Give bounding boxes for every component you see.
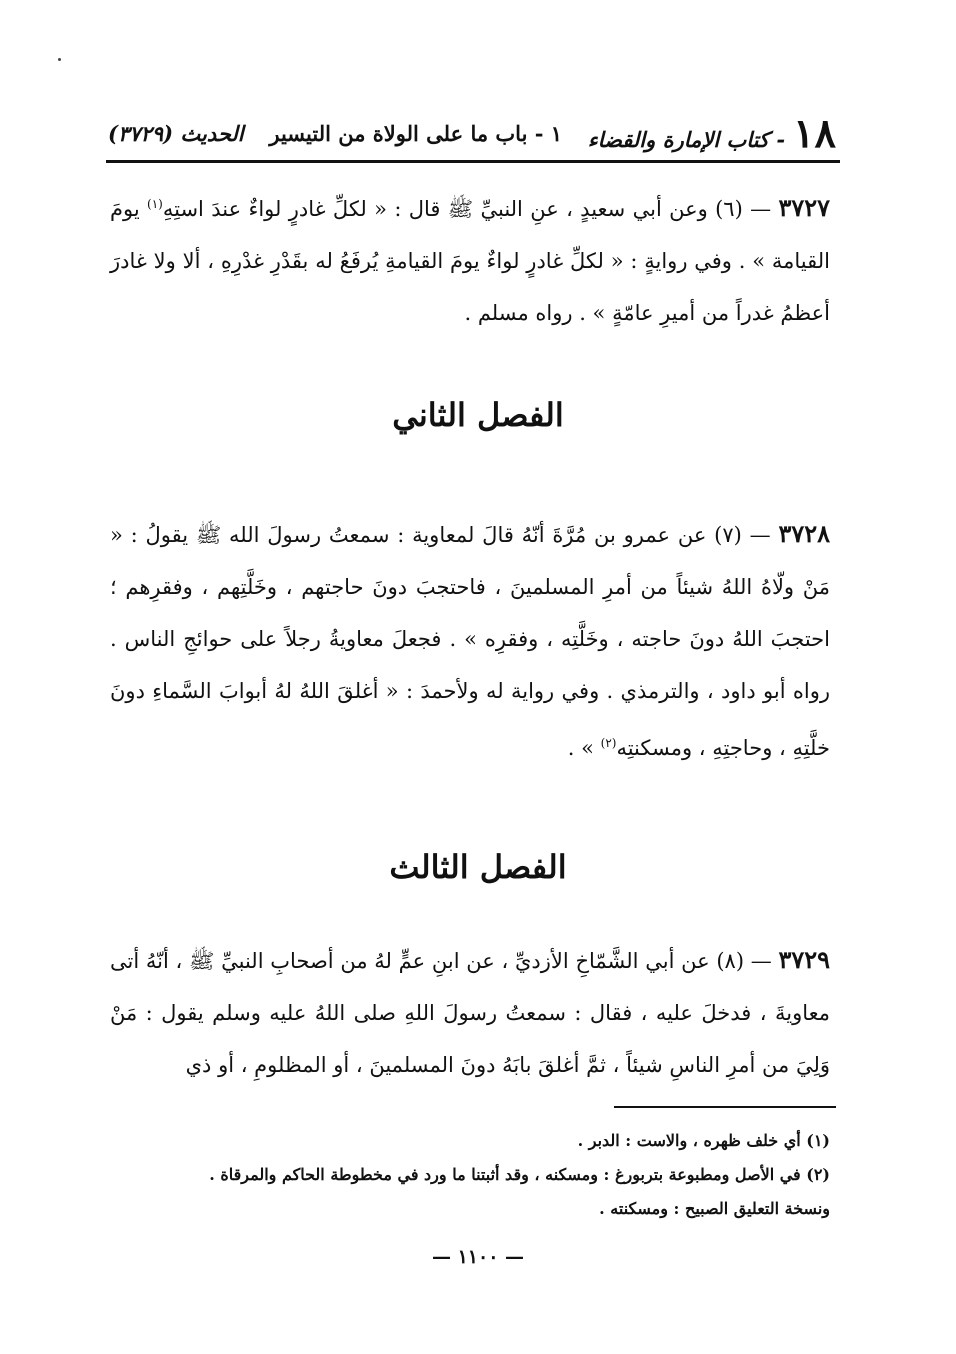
chapter-number: ١٨	[793, 109, 836, 157]
hadith-range: الحديث (٣٧٢٩)	[108, 120, 244, 146]
footnotes	[110, 1124, 830, 1226]
footnote-1: (١) أي خلف ظهره ، والاست : الدبر .	[577, 1131, 830, 1150]
running-header	[108, 110, 836, 156]
footnote-rule	[614, 1106, 836, 1108]
hadith-number: ٣٧٢٩	[778, 945, 831, 974]
hadith-text: — (٧) عن عمرو بن مُرَّةَ أنّهُ قالَ لمعاوية : سمعتُ رسولَ الله ﷺ يقولُ : « مَنْ ولّاهُ اللهُ شيئاً من أمرِ المسلمينَ ، فاحتجبَ دونَ حاجتهم ، وخَلَّتِهم ، وفقرِهم ؛ احتجبَ اللهُ دونَ حاجته ، وخَلَّتِه ، وفقرِه » . فجعلَ معاويةُ رجلاً على حوائجِ الناس . رواه أبو داود ، والترمذي . وفي رواية له ولأحمدَ : « أغلقَ اللهُ لهُ أبوابَ السَّماءِ دونَ خلَّتِهِ ، وحاجتِهِ ، ومسكنتِه	[110, 523, 830, 760]
page-number: — ١١٠٠ —	[431, 1246, 525, 1268]
hadith-3728	[110, 508, 830, 774]
hadith-text-continued: » .	[567, 736, 601, 760]
chapter-label	[588, 110, 836, 157]
section-heading-second: الفصل الثاني	[392, 396, 564, 434]
hadith-text-continued: يومَ القيامة » . وفي روايةٍ : « لكلِّ غادرٍ لواءٌ يومَ القيامةِ يُرفَعُ له بقَدْرِ غدْرِهِ ، ألا ولا غادرَ أعظمُ غدراً من أميرِ عامّةٍ » . رواه مسلم .	[110, 197, 830, 325]
hadith-text: — (٦) وعن أبي سعيدٍ ، عنِ النبيِّ ﷺ قال : « لكلِّ غادرٍ لواءٌ عندَ استِهِ	[162, 197, 779, 221]
footnote-2: (٢) في الأصل ومطبوعة بتربورغ : ومسكنه ، وقد أثبتنا ما ورد في مخطوطة الحاكم والمرقاة .	[209, 1165, 830, 1184]
section-title: ١ - باب ما على الولاة من التيسير	[269, 120, 563, 146]
section-heading-third: الفصل الثالث	[389, 848, 567, 886]
hadith-3727	[110, 178, 830, 339]
footnote-2-continued: ونسخة التعليق الصبيح : ومسكنته .	[599, 1199, 830, 1218]
hadith-text: — (٨) عن أبي الشَّمّاخِ الأزديِّ ، عن ابنِ عمٍّ لهُ من أصحابِ النبيِّ ﷺ ، أنّهُ أتى معاويةَ ، فدخلَ عليه ، فقال : سمعتُ رسولَ اللهِ صلى اللهُ عليه وسلم يقول : مَنْ وَلِيَ من أمرِ الناسِ شيئاً ، ثمَّ أغلقَ بابَهُ دونَ المسلمينَ ، أو المظلومِ ، أو ذي	[110, 949, 830, 1077]
hadith-3729	[110, 934, 830, 1091]
hadith-number: ٣٧٢٧	[778, 193, 830, 222]
scan-speck	[58, 58, 61, 61]
hadith-number: ٣٧٢٨	[778, 519, 831, 548]
chapter-title: - كتاب الإمارة والقضاء	[587, 126, 786, 152]
footnote-marker[interactable]: (١)	[147, 197, 163, 211]
header-rule	[106, 160, 840, 163]
footnote-marker[interactable]: (٢)	[600, 736, 617, 750]
